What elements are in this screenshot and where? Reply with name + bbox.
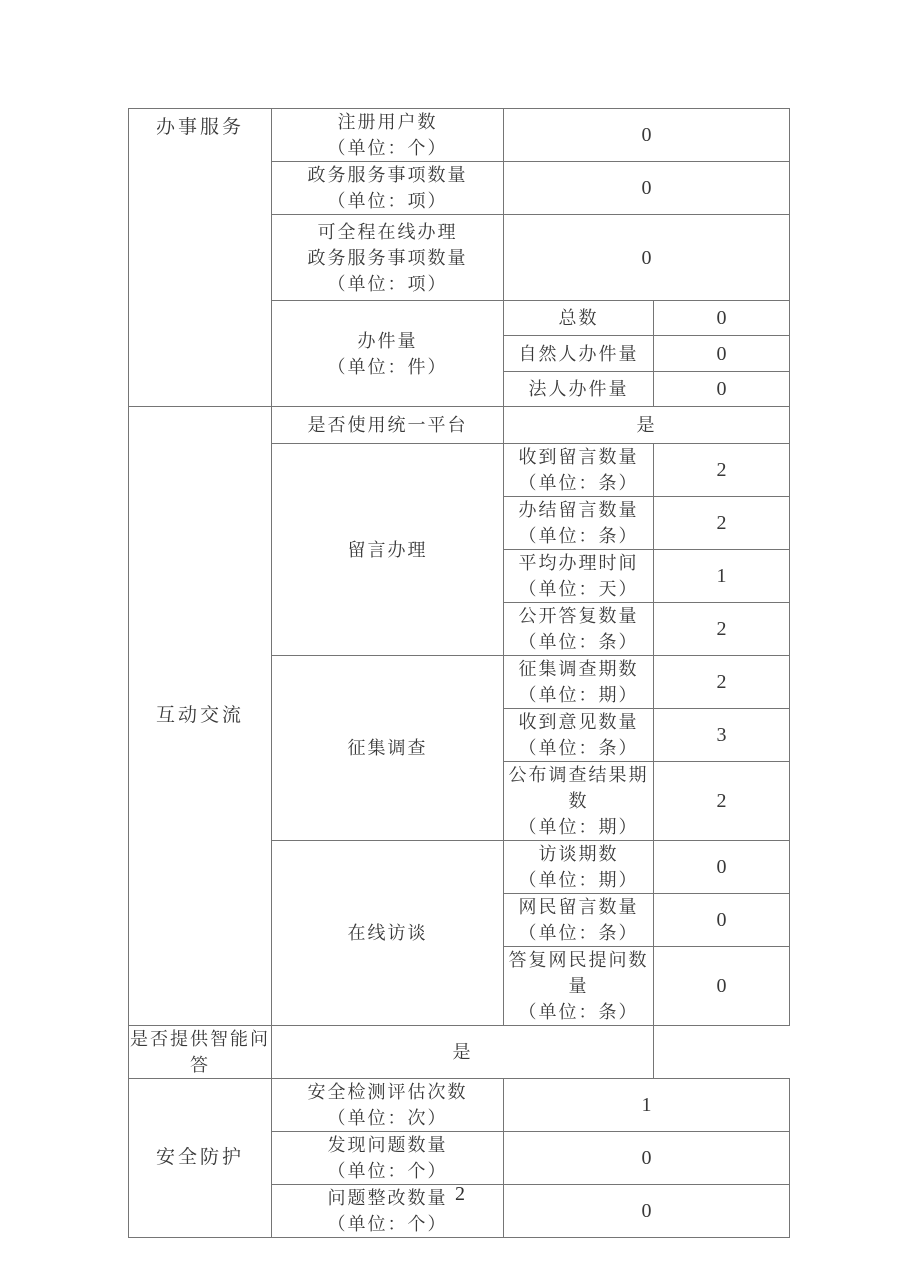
item-label: 安全检测评估次数 <box>307 1082 468 1102</box>
item-unit: （单位：件） <box>327 356 448 377</box>
subitem-label: 征集调查期数 <box>518 659 639 679</box>
subitem-label: 平均办理时间 <box>518 553 639 573</box>
subitem-unit: （单位：条） <box>518 738 639 758</box>
subitem-cell <box>504 894 654 947</box>
subitem-label: 答复网民提问数量 <box>508 950 649 996</box>
value-cell: 是 <box>272 1026 654 1079</box>
subitem-unit: （单位：条） <box>518 526 639 546</box>
subitem-cell <box>504 497 654 550</box>
item-cell <box>272 162 504 215</box>
table-row <box>129 109 790 162</box>
item-cell: 在线访谈 <box>272 841 504 1026</box>
table-row <box>129 1026 790 1079</box>
item-cell: 留言办理 <box>272 444 504 656</box>
value-cell: 0 <box>504 1132 790 1185</box>
item-label: 发现问题数量 <box>327 1135 448 1155</box>
item-label: 可全程在线办理 <box>317 221 458 242</box>
value-cell: 2 <box>654 656 790 709</box>
subitem-cell <box>504 550 654 603</box>
item-label: 注册用户数 <box>337 112 438 132</box>
subitem-unit: （单位：条） <box>518 923 639 943</box>
item-unit: （单位：个） <box>327 1161 448 1181</box>
subitem-label: 访谈期数 <box>538 844 619 864</box>
item-unit: （单位：项） <box>327 191 448 211</box>
value-cell: 0 <box>654 372 790 407</box>
item-cell <box>272 1132 504 1185</box>
category-cell <box>129 109 272 407</box>
value-cell: 3 <box>654 709 790 762</box>
item-unit: （单位：个） <box>327 138 448 158</box>
category-label: 互动交流 <box>155 705 244 726</box>
item-cell: 是否使用统一平台 <box>272 407 504 444</box>
value-cell: 0 <box>654 841 790 894</box>
subitem-cell <box>504 841 654 894</box>
item-cell: 征集调查 <box>272 656 504 841</box>
subitem-unit: （单位：条） <box>518 632 639 652</box>
category-cell <box>129 1079 272 1238</box>
subitem-cell <box>504 709 654 762</box>
item-cell: 是否提供智能问答 <box>129 1026 272 1079</box>
annual-report-table <box>128 108 790 1238</box>
item-cell <box>272 1079 504 1132</box>
item-label: 问题整改数量 <box>327 1188 448 1208</box>
value-cell: 0 <box>654 947 790 1026</box>
subitem-label: 网民留言数量 <box>518 897 639 917</box>
category-label: 办事服务 <box>155 117 244 138</box>
value-cell: 2 <box>654 603 790 656</box>
value-cell: 0 <box>654 301 790 336</box>
subitem-cell <box>504 603 654 656</box>
value-cell: 0 <box>654 336 790 372</box>
subitem-label: 收到意见数量 <box>518 712 639 732</box>
item-unit: （单位：次） <box>327 1108 448 1128</box>
subitem-unit: （单位：条） <box>518 1002 639 1022</box>
page-number: 2 <box>455 1183 465 1205</box>
value-cell: 0 <box>504 162 790 215</box>
subitem-unit: （单位：条） <box>518 473 639 493</box>
table-row <box>129 407 790 444</box>
subitem-cell: 自然人办件量 <box>504 336 654 372</box>
item-unit: （单位：项） <box>327 273 448 294</box>
category-cell <box>129 407 272 1026</box>
item-label: 政务服务事项数量 <box>307 247 468 268</box>
subitem-cell <box>504 762 654 841</box>
value-cell: 是 <box>504 407 790 444</box>
item-label: 政务服务事项数量 <box>307 165 468 185</box>
value-cell: 2 <box>654 762 790 841</box>
value-cell: 2 <box>654 497 790 550</box>
value-cell: 1 <box>654 550 790 603</box>
subitem-label: 收到留言数量 <box>518 447 639 467</box>
item-cell <box>272 215 504 301</box>
subitem-unit: （单位：期） <box>518 685 639 705</box>
item-cell <box>272 301 504 407</box>
value-cell: 0 <box>504 1185 790 1238</box>
subitem-unit: （单位：期） <box>518 817 639 837</box>
item-label: 办件量 <box>357 330 418 351</box>
subitem-label: 办结留言数量 <box>518 500 639 520</box>
value-cell: 1 <box>504 1079 790 1132</box>
value-cell: 2 <box>654 444 790 497</box>
subitem-cell: 法人办件量 <box>504 372 654 407</box>
category-label: 安全防护 <box>155 1147 244 1168</box>
subitem-cell: 总数 <box>504 301 654 336</box>
item-unit: （单位：个） <box>327 1214 448 1234</box>
subitem-unit: （单位：天） <box>518 579 639 599</box>
subitem-cell <box>504 444 654 497</box>
subitem-cell <box>504 656 654 709</box>
subitem-label: 公布调查结果期数 <box>508 765 649 811</box>
subitem-label: 公开答复数量 <box>518 606 639 626</box>
subitem-unit: （单位：期） <box>518 870 639 890</box>
item-cell <box>272 109 504 162</box>
subitem-cell <box>504 947 654 1026</box>
table-row <box>129 1079 790 1132</box>
value-cell: 0 <box>504 109 790 162</box>
value-cell: 0 <box>654 894 790 947</box>
value-cell: 0 <box>504 215 790 301</box>
